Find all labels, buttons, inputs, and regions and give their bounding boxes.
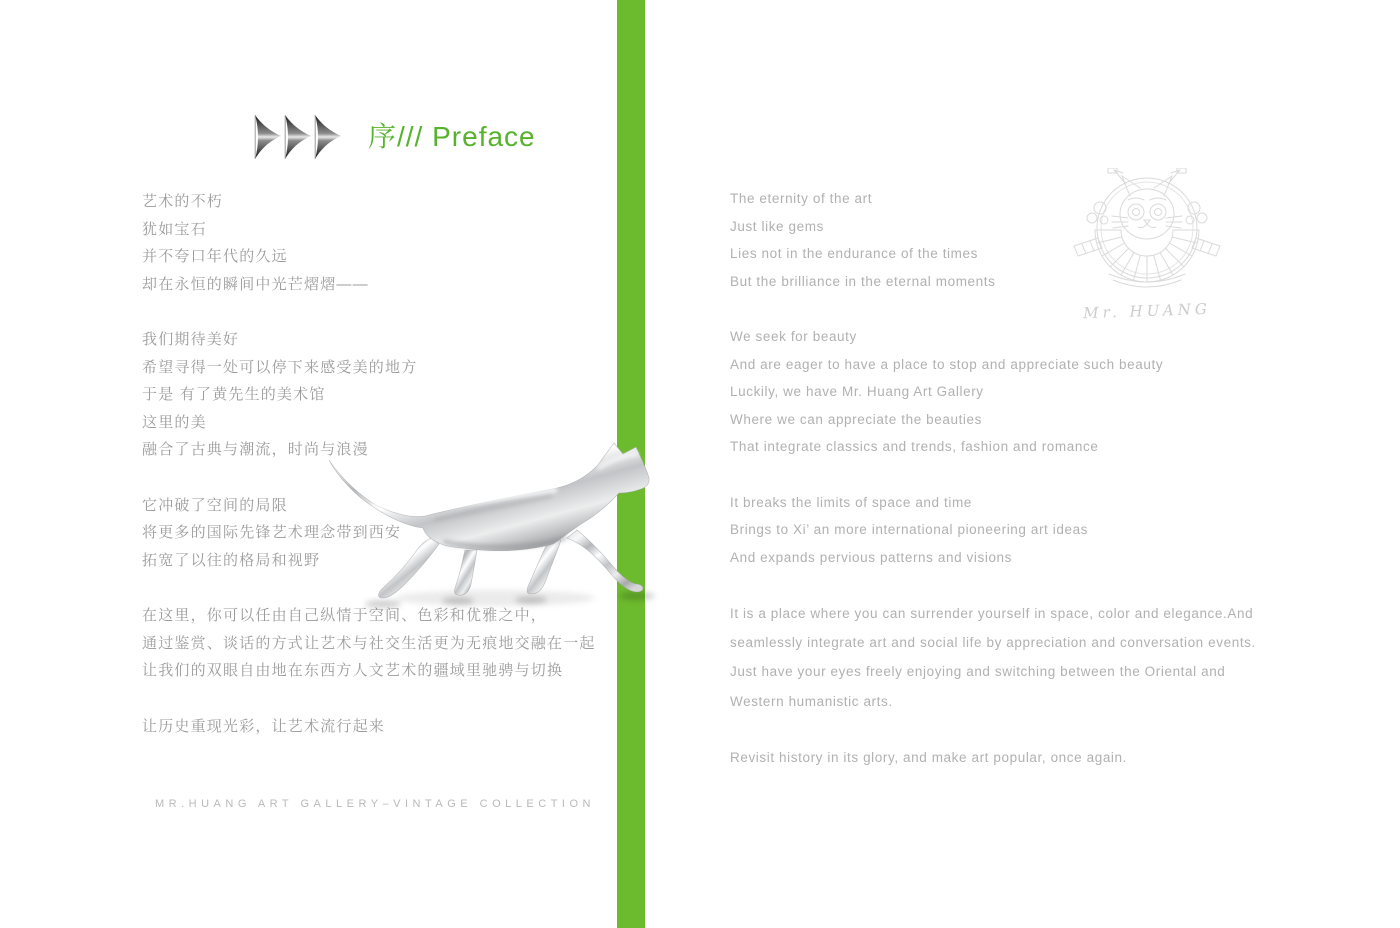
text-line: 我们期待美好 <box>142 331 240 348</box>
text-line: Just have your eyes freely enjoying and switching between the Oriental and <box>730 664 1226 680</box>
cat-crest-emblem <box>1064 168 1230 323</box>
text-line: seamlessly integrate art and social life by appreciation and conversation events. <box>730 635 1256 651</box>
text-line: 犹如宝石 <box>142 220 207 238</box>
text-line: And are eager to have a place to stop and appreciate such beauty <box>730 356 1164 372</box>
text-line: Where we can appreciate the beauties <box>730 411 982 427</box>
english-stanza-2 <box>730 323 1310 461</box>
triple-play-arrows-icon <box>254 114 344 160</box>
text-line: It is a place where you can surrender yourself in space, color and elegance.And <box>730 606 1254 621</box>
footer-caption: MR.HUANG ART GALLERY–VINTAGE COLLECTION <box>155 798 595 810</box>
text-line: But the brilliance in the eternal moments <box>730 273 996 289</box>
page-title: 序/// Preface <box>368 121 536 152</box>
english-paragraph <box>730 599 1310 716</box>
text-line: 于是 有了黄先生的美术馆 <box>142 386 326 403</box>
emblem-signature: Mr. HUANG <box>1082 299 1212 323</box>
text-line: That integrate classics and trends, fashion and romance <box>730 439 1099 454</box>
chinese-stanza-1 <box>142 188 612 298</box>
chrome-cat-sculpture-icon <box>315 438 660 616</box>
text-line: We seek for beauty <box>730 329 857 344</box>
text-line: It breaks the limits of space and time <box>730 494 972 510</box>
text-line: And expands pervious patterns and visions <box>730 549 1013 565</box>
text-line: Western humanistic arts. <box>730 693 893 709</box>
text-line: 却在永恒的瞬间中光芒熠熠—— <box>142 275 369 293</box>
preface-title-row <box>254 114 536 160</box>
text-line: Lies not in the endurance of the times <box>730 246 978 261</box>
text-line: 这里的美 <box>142 413 207 431</box>
text-line: 艺术的不朽 <box>142 193 224 210</box>
text-line: 它冲破了空间的局限 <box>142 496 288 514</box>
text-line: 并不夸口年代的久远 <box>142 248 288 265</box>
text-line: 让历史重现光彩，让艺术流行起来 <box>142 717 386 735</box>
text-line: 融合了古典与潮流，时尚与浪漫 <box>142 441 369 458</box>
text-line: 通过鉴赏、谈话的方式让艺术与社交生活更为无痕地交融在一起 <box>142 634 596 652</box>
text-line: Brings to Xi’ an more international pioneering art ideas <box>730 522 1089 537</box>
text-line: Just like gems <box>730 218 824 234</box>
text-line: 在这里，你可以任由自己纵情于空间、色彩和优雅之中， <box>142 607 548 624</box>
text-line: 拓宽了以往的格局和视野 <box>142 551 321 569</box>
text-line: Luckily, we have Mr. Huang Art Gallery <box>730 384 984 399</box>
text-line: 让我们的双眼自由地在东西方人文艺术的疆域里驰骋与切换 <box>142 662 564 679</box>
english-stanza-3 <box>730 489 1310 572</box>
text-line: 将更多的国际先锋艺术理念带到西安 <box>142 524 402 541</box>
text-line: The eternity of the art <box>730 191 873 206</box>
cat-crest-icon <box>1064 168 1230 296</box>
english-closing-line <box>730 744 1310 772</box>
stripe-signature-script: Mr. HUANG <box>585 179 620 426</box>
chinese-stanza-5 <box>142 713 612 741</box>
text-line: Revisit history in its glory, and make art popular, once again. <box>730 749 1127 765</box>
text-line: 希望寻得一处可以停下来感受美的地方 <box>142 358 418 376</box>
